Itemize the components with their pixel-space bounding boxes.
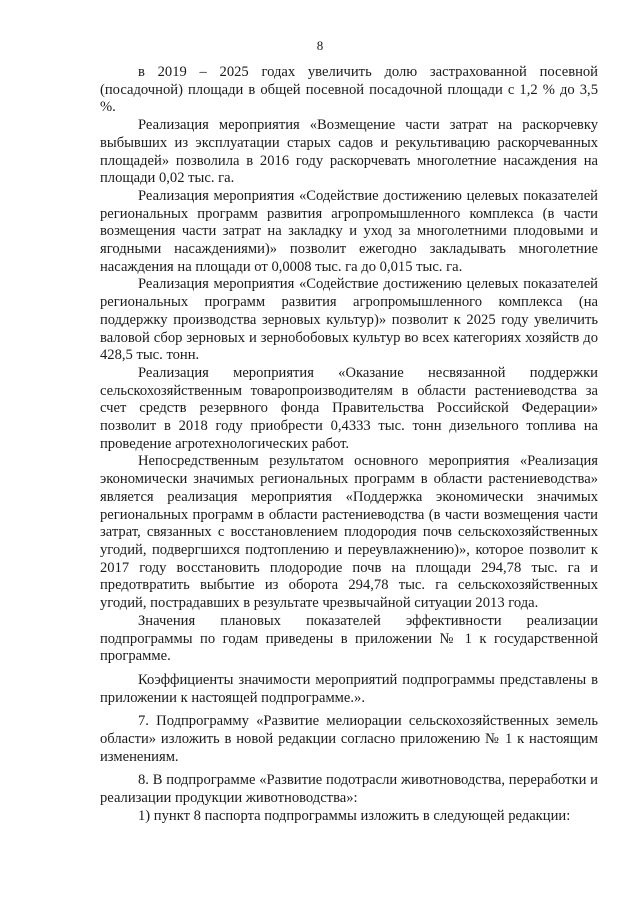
- paragraph-grain-production: Реализация мероприятия «Содействие достижению целевых показателей региональных программ развития агропромышленного комплекса (на поддержку производства зерновых культур)» позволит к 2025 году увеличить валовой сбор зерновых и зернобобовых культур во всех категориях хозяйств до 428,5 тыс. тонн.: [100, 276, 598, 364]
- paragraph-perennial-planting: Реализация мероприятия «Содействие достижению целевых показателей региональных программ развития агропромышленного комплекса (в части возмещения части затрат на закладку и уход за многолетними плодовыми и ягодными насаждениями)» позволит ежегодно закладывать многолетние насаждения на площади от 0,0008 тыс. га до 0,015 тыс. га.: [100, 187, 598, 275]
- paragraph-insurance-target: в 2019 – 2025 годах увеличить долю застрахованной посевной (посадочной) площади в общей посевной посадочной площади с 1,2 % до 3,5 %.: [100, 64, 598, 116]
- paragraph-orchard-clearing: Реализация мероприятия «Возмещение части затрат на раскорчевку выбывших из эксплуатации старых садов и рекультивацию раскорчеванных площадей» позволила в 2016 году раскорчевать многолетние насаждения на площади 0,02 тыс. га.: [100, 117, 598, 187]
- paragraph-item-8: 8. В подпрограмме «Развитие подотрасли животноводства, переработки и реализации продукции животноводства»:: [100, 772, 598, 807]
- paragraph-indicator-values: Значения плановых показателей эффективности реализации подпрограммы по годам приведены в приложении № 1 к государственной программе.: [100, 612, 598, 665]
- page-number: 8: [316, 38, 324, 53]
- paragraph-item-7: 7. Подпрограмму «Развитие мелиорации сельскохозяйственных земель области» изложить в новой редакции согласно приложению № 1 к настоящим изменениям.: [100, 713, 598, 765]
- paragraph-diesel-support: Реализация мероприятия «Оказание несвязанной поддержки сельскохозяйственным товаропроизводителям в области растениеводства за счет средств резервного фонда Правительства Российской Федерации» позволит в 2018 году приобрести 0,4333 тыс. тонн дизельного топлива на проведение агротехнологических работ.: [100, 364, 598, 452]
- paragraph-subitem-1: 1) пункт 8 паспорта подпрограммы изложить в следующей редакции:: [138, 807, 571, 824]
- document-body: [100, 64, 598, 826]
- paragraph-soil-restoration: Непосредственным результатом основного мероприятия «Реализация экономически значимых региональных программ в области растениеводства» является реализация мероприятия «Поддержка экономически значимых региональных программ в области растениеводства (в части возмещения части затрат, связанных с восстановлением плодородия почв сельскохозяйственных угодий, подвергшихся подтоплению и переувлажнению)», которое позволит к 2017 году восстановить плодородие почв на площади 294,78 тыс. га и предотвратить выбытие из оборота 294,78 тыс. га сельскохозяйственных угодий, пострадавших в результате чрезвычайной ситуации 2013 года.: [100, 453, 598, 612]
- paragraph-significance-coefficients: Коэффициенты значимости мероприятий подпрограммы представлены в приложении к настоящей подпрограмме.».: [100, 671, 598, 706]
